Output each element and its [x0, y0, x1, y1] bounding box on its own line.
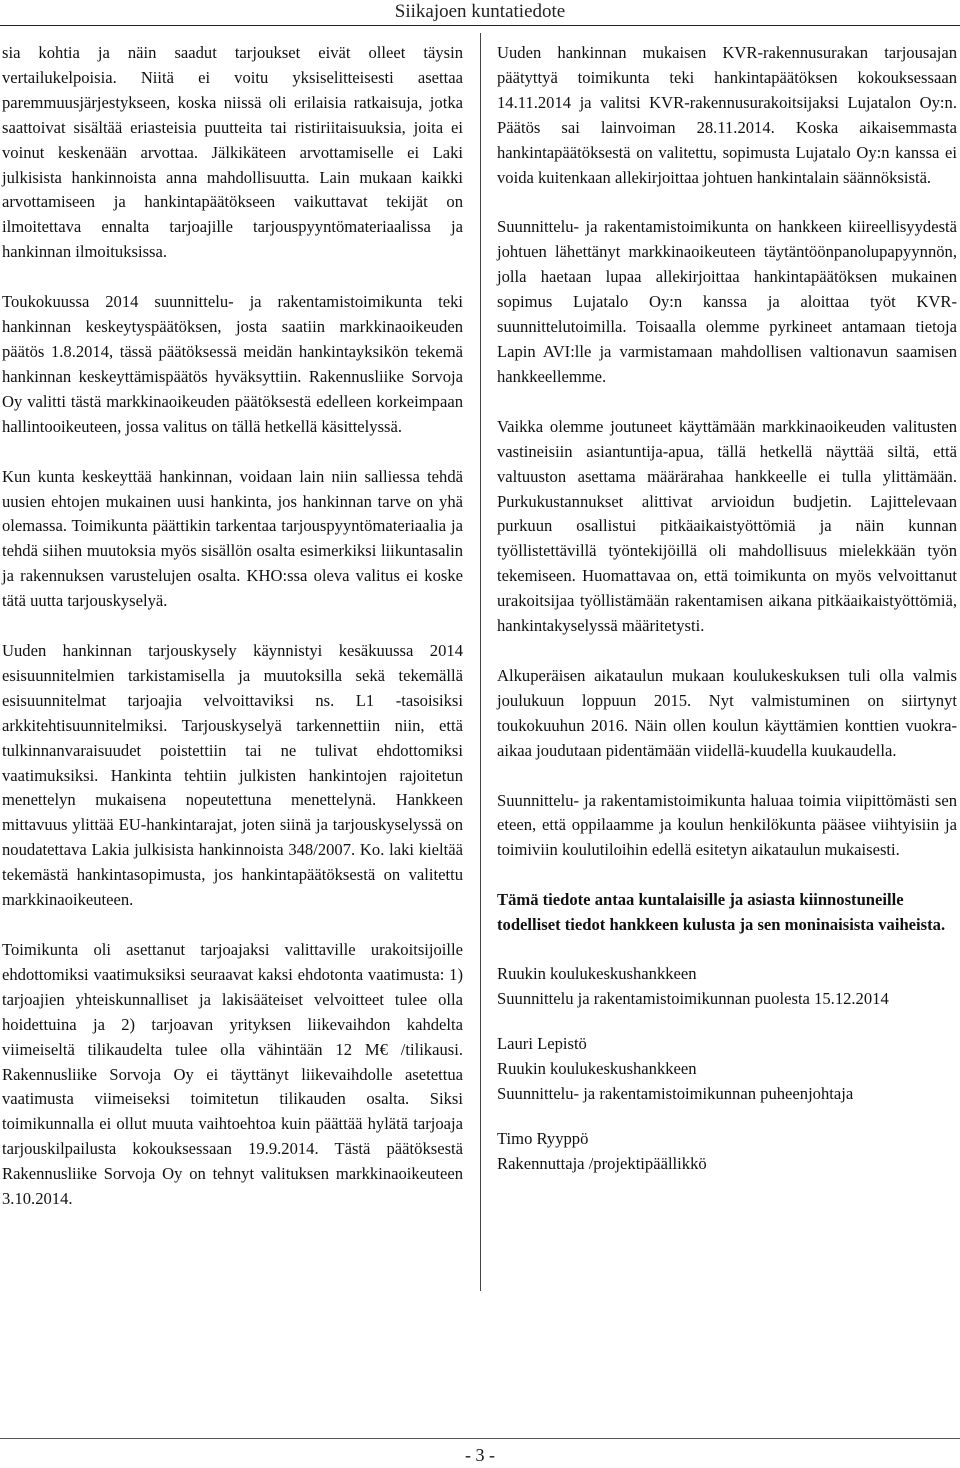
paragraph: Suunnittelu- ja rakentamistoimikunta on hankkeen kiireellisyydestä johtuen lähettänyt markkinaoikeuteen täytäntöönpanolupapyynnön, jolla haetaan lupaa allekirjoittaa hankintapäätöksen mukainen sopimus Lujatalo Oy:n kanssa ja aloittaa työt KVR-suunnittelutoimilla. Toisaalla olemme pyrkineet antamaan tietoja Lapin AVI:lle ja varmistamaan mahdollisen valtionavun saamisen hankkeellemme. [497, 217, 957, 386]
signature-line: Suunnittelu- ja rakentamistoimikunnan puheenjohtaja [497, 1083, 854, 1103]
paragraph: Uuden hankinnan mukaisen KVR-rakennusurakan tarjousajan päätyttyä toimikunta teki hankintapäätöksen kokouksessaan 14.11.2014 ja valitsi KVR-rakennusurakoitsijaksi Lujatalon Oy:n. Päätös sai lainvoiman 28.11.2014. Koska aikaisemmasta hankintapäätöksestä on valitettu, sopimusta Lujatalo Oy:n kanssa ei voida kuitenkaan allekirjoittaa johtuen hankintalain säännöksistä. [497, 43, 957, 187]
left-column [2, 41, 463, 1212]
header-divider [0, 25, 960, 26]
paragraph: Suunnittelu- ja rakentamistoimikunta haluaa toimia viipittömästi sen eteen, että oppilaamme ja koulun henkilökunta pääsee viihtyisiin ja toimiviin koulutiloihin edellä esitetyn aikataulun mukaisesti. [497, 790, 957, 860]
paragraph: sia kohtia ja näin saadut tarjoukset eivät olleet täysin vertailukelpoisia. Niitä ei voitu yksiselitteisesti asettaa paremmuusjärjestykseen, koska niissä oli erilaisia ratkaisuja, jotka saattoivat sisältää eriasteisia puutteita tai ristiriitaisuuksia, joita ei voinut keskenään arvottaa. Jälkikäteen arvottamiselle ei Laki julkisista hankinnoista anna mahdollisuutta. Lain mukaan kaikki arvottamiseen ja hankintapäätökseen vaikuttavat tekijät on ilmoitettava ennalta tarjoajille tarjouspyyntömateriaalissa ja hankinnan ilmoituksissa. [2, 43, 463, 262]
bold-note: Tämä tiedote antaa kuntalaisille ja asiasta kiinnostuneille todelliset tiedot hankkeen kulusta ja sen moninaisista vaiheista. [497, 890, 946, 935]
paragraph: Uuden hankinnan tarjouskysely käynnistyi kesäkuussa 2014 esisuunnitelmien tarkistamisella ja muutoksilla sekä tekemällä esisuunnitelmat tarjoajia velvoittaviksi ns. L1 -tasoisiksi arkkitehtisuunnitelmiksi. Tarjouskyselyä tarkennettiin niin, että tulkinnanvaraisuudet poistettiin tai ne tulivat ehdottomiksi vaatimuksiksi. Hankinta tehtiin julkisten hankintojen rajoitetun menettelyn mukaisena nopeutettuna menettelynä. Hankkeen mittavuus ylittää EU-hankintarajat, joten siinä ja tarjouskyselyssä on noudatettava Lakia julkisista hankinnoista 348/2007. Ko. laki kieltää tekemästä hankintasopimusta, jos hankintapäätöksestä on valitettu markkinaoikeuteen. [2, 641, 463, 910]
paragraph: Vaikka olemme joutuneet käyttämään markkinaoikeuden valitusten vastineisiin asiantuntija-apua, tällä hetkellä näyttää siltä, että valtuuston asettama määrärahaa hankkeelle ei tulla ylittämään. Purkukustannukset alittivat arvioidun budjetin. Lajittelevaan purkuun osallistui pitkäaikaistyöttömiä ja näin kunnan työllistettävillä työntekijöillä oli mahdollisuus mielekkään työn tekemiseen. Huomattavaa on, että toimikunta on myös velvoittanut urakoitsijaa työllistämään rakentamisen aikana pitkäaikaistyöttömiä, hankintakyselyssä määritetysti. [497, 416, 957, 636]
right-column [497, 41, 957, 1196]
signature-name: Lauri Lepistö [497, 1033, 587, 1053]
signature-line: Ruukin koulukeskushankkeen [497, 1058, 697, 1078]
signature-line: Rakennuttaja /projektipäällikkö [497, 1153, 707, 1173]
signature-block [497, 962, 957, 1012]
paragraph: Alkuperäisen aikataulun mukaan koulukeskuksen tuli olla valmis joulukuun loppuun 2015. Nyt valmistuminen on siirtynyt toukokuuhun 2016. Näin ollen koulun käyttämien konttien vuokra-aikaa joudutaan pidentämään viidellä-kuudella kuukaudella. [497, 665, 957, 760]
publication-title: Siikajoen kuntatiedote [394, 1, 566, 22]
footer-divider [0, 1438, 960, 1439]
paragraph: Kun kunta keskeyttää hankinnan, voidaan lain niin salliessa tehdä uusien ehtojen mukainen uusi hankinta, jos hankinnan tarve on yhä olemassa. Toimikunta päättikin tarkentaa tarjouspyyntömateriaalia ja tehdä siihen muutoksia myös sisällön osalta esimerkiksi liikuntasalin ja rakennuksen varustelujen osalta. KHO:ssa oleva valitus ei koske tätä uutta tarjouskyselyä. [2, 466, 463, 611]
page-header [0, 0, 960, 26]
paragraph: Toimikunta oli asettanut tarjoajaksi valittaville urakoitsijoille ehdottomiksi vaatimuksiksi seuraavat kaksi ehdotonta vaatimusta: 1) tarjoajien yhteiskunnalliset ja lakisääteiset velvoitteet tulee olla hoidettuina ja 2) tarjoavan yrityksen liikevaihdon kahdelta viimeiseltä tilikaudelta tulee olla vähintään 12 M€ /tilikausi. Rakennusliike Sorvoja Oy ei täyttänyt liikevaihdolle asetettua vaatimusta viimeiseksi toimitetun tilikauden osalta. Siksi toimikunnalla ei ollut muuta vaihtoehtoa kuin päättää hylätä tarjoaja tarjouskilpailusta kokouksessaan 19.9.2014. Tästä päätöksestä Rakennusliike Sorvoja Oy on tehnyt valituksen markkinaoikeuteen 3.10.2014. [2, 940, 463, 1209]
signature-block [497, 1127, 957, 1177]
signature-line: Ruukin koulukeskushankkeen [497, 964, 697, 984]
column-divider [480, 33, 481, 1291]
page-number: - 3 - [465, 1445, 495, 1465]
signature-block [497, 1032, 957, 1107]
paragraph: Toukokuussa 2014 suunnittelu- ja rakentamistoimikunta teki hankinnan keskeytyspäätöksen, josta saatiin markkinaoikeuden päätös 1.8.2014, tässä päätöksessä meidän hankintayksikön tekemä hankinnan keskeyttämispäätös hyväksyttiin. Rakennusliike Sorvoja Oy valitti tästä markkinaoikeuden päätöksestä edelleen korkeimpaan hallintooikeuteen, jossa valitus on tällä hetkellä käsittelyssä. [2, 292, 463, 436]
signature-name: Timo Ryyppö [497, 1128, 589, 1148]
signature-line: Suunnittelu ja rakentamistoimikunnan puolesta 15.12.2014 [497, 989, 889, 1008]
